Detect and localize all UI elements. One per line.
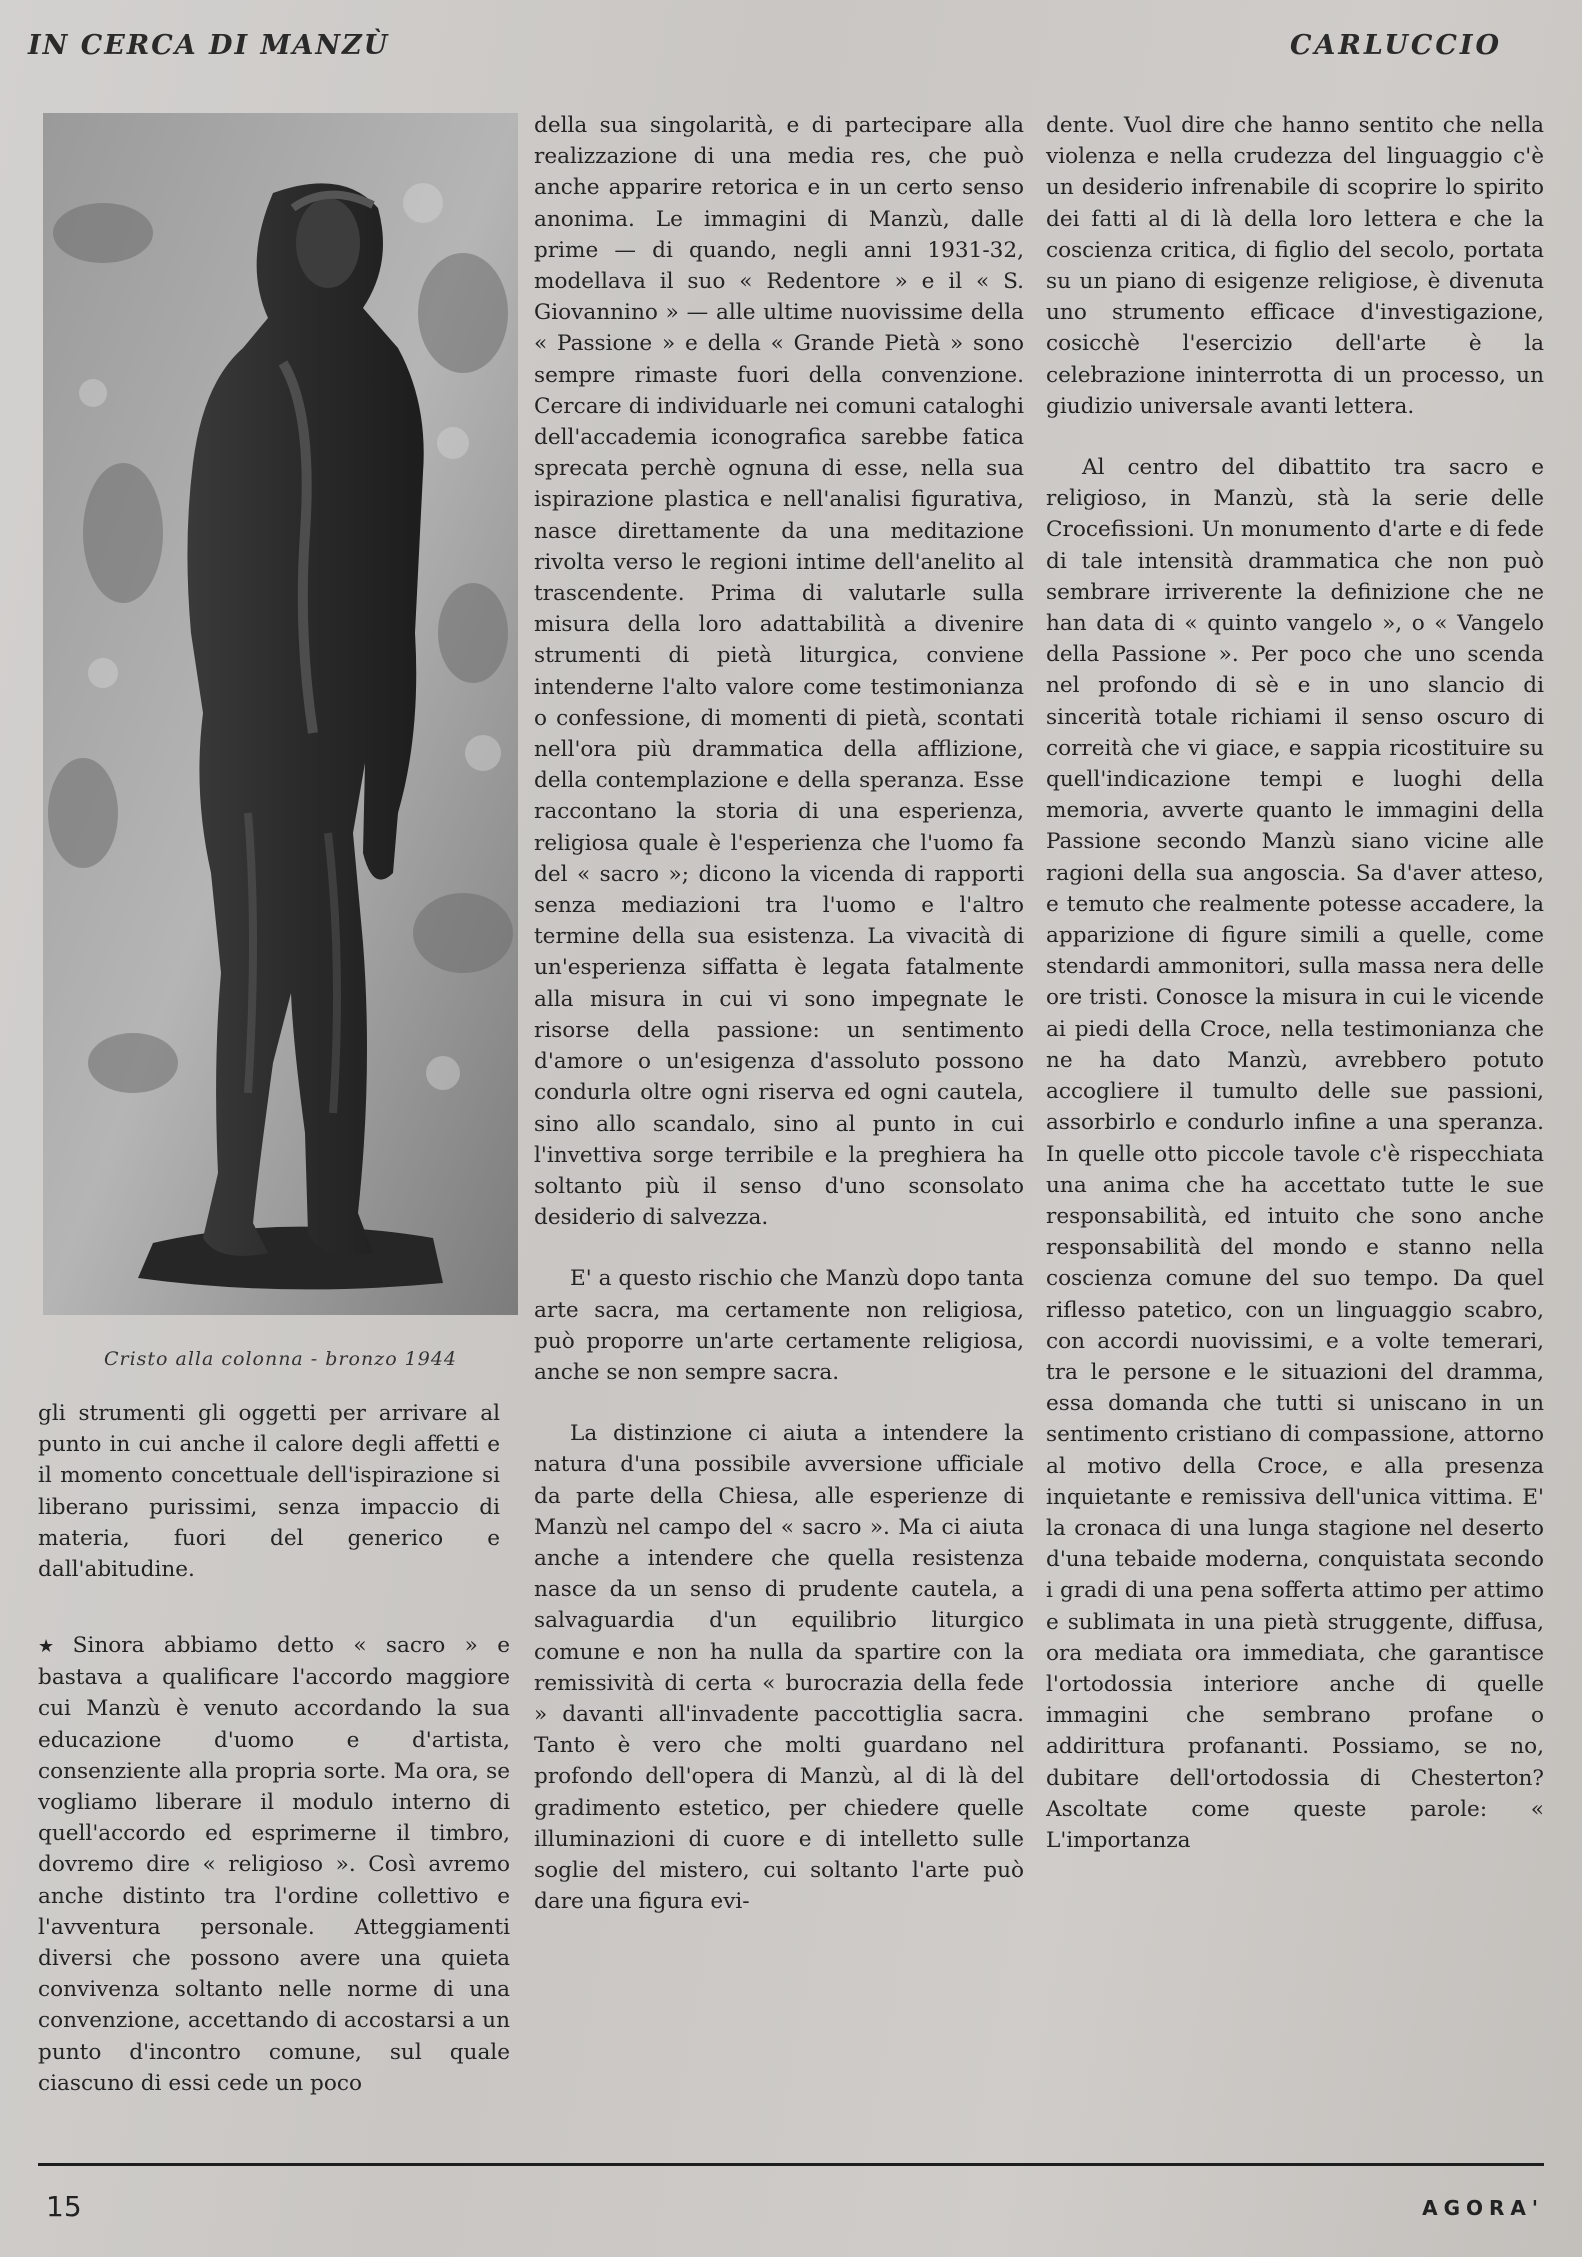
photo-caption: Cristo alla colonna - bronzo 1944 (103, 1348, 458, 1370)
paragraph: Al centro del dibattito tra sacro e religioso, in Manzù, stà la serie delle Crocefissioni. Un monumento d'arte e di fede di tale intensità drammatica che non può sembrare irriverente la definizione che ne han data di « quinto vangelo », o « Vangelo della Passione ». Per poco che uno scenda nel profondo di sè e in uno slancio di sincerità totale richiami il senso oscuro di correità che vi giace, e sappia ricostituire su quell'indicazione tempi e luoghi della memoria, avverte quanto le immagini della Passione secondo Manzù siano vicine alle ragioni della sua angoscia. Sa d'aver atteso, e temuto che realmente potesse accadere, la apparizione di figure simili a quelle, come stendardi ammonitori, sulla massa nera delle ore tristi. Conosce la misura in cui le vicende ai piedi della Croce, nella testimonianza che ne ha dato Manzù, avrebbero potuto accogliere il tumulto delle sue passioni, assorbirlo e condurlo infine a una speranza. In quelle otto piccole tavole c'è rispecchiata una anima che ha accettato tutte le sue responsabilità, ed intuito che sono anche responsabilità del mondo e stanno nella coscienza comune del suo tempo. Da quel riflesso patetico, con un linguaggio scabro, con accordi nuovissimi, e a volte temerari, tra le persone e le situazioni del dramma, essa domanda che tutti si uniscano in un sentimento cristiano di compassione, attorno al motivo della Croce, e alla presenza inquietante e remissiva dell'unica vittima. E' la cronaca di una lunga stagione nel deserto d'una tebaide moderna, conquistata secondo i gradi di una pena sofferta attimo per attimo e sublimata in una pietà struggente, diffusa, ora mediata ora immediata, che garantisce l'ortodossia interiore anche di quelle immagini che sembrano profane o addirittura profananti. Possiamo, se no, dubitare dell'ortodossia di Chesterton? Ascoltate come queste parole: « L'importanza (1046, 455, 1544, 1853)
column-2 (534, 110, 1024, 1917)
section-star-icon: ★ (38, 1636, 67, 1657)
column-1-section (38, 1630, 510, 2099)
sculpture-illustration (43, 113, 518, 1315)
paragraph: E' a questo rischio che Manzù dopo tanta arte sacra, ma certamente non religiosa, può proporre un'arte certamente religiosa, anche se non sempre sacra. (534, 1266, 1024, 1385)
paragraph (38, 1630, 510, 2099)
footer-rule (38, 2163, 1544, 2166)
column-1-continuation (38, 1398, 500, 1585)
magazine-name: AGORA' (1422, 2196, 1544, 2220)
paragraph: gli strumenti gli oggetti per arrivare al punto in cui anche il calore degli affetti e il momento concettuale dell'ispirazione si liberano purissimi, senza impaccio di materia, fuori del generico e dall'abitudine. (38, 1401, 500, 1583)
running-header-author: CARLUCCIO (1289, 30, 1502, 61)
paragraph: La distinzione ci aiuta a intendere la natura d'una possibile avversione ufficiale da parte della Chiesa, alle esperienze di Manzù nel campo del « sacro ». Ma ci aiuta anche a intendere che quella resistenza nasce da un senso di prudente cautela, a salvaguardia d'un equilibrio liturgico comune e non ha nulla da spartire con la remissività di certa « burocrazia della fede » davanti all'invadente paccottiglia sacra. Tanto è vero che molti guardano nel profondo dell'opera di Manzù, al di là del gradimento estetico, per chiedere quelle illuminazioni di cuore e di intelletto sulle soglie del mistero, cui soltanto l'arte può dare una figura evi- (534, 1421, 1024, 1915)
running-header-title: IN CERCA DI MANZÙ (28, 30, 390, 61)
column-3 (1046, 110, 1544, 1856)
page-number: 15 (46, 2190, 82, 2223)
paragraph: dente. Vuol dire che hanno sentito che nella violenza e nella crudezza del linguaggio c'è un desiderio infrenabile di scoprire lo spirito dei fatti al di là della loro lettera e che la coscienza critica, di figlio del secolo, portata su un piano di esigenze religiose, è divenuta uno strumento efficace d'investigazione, cosicchè l'esercizio dell'arte è la celebrazione ininterrotta di un processo, un giudizio universale avanti lettera. (1046, 113, 1544, 419)
sculpture-photo (43, 113, 518, 1315)
paragraph-text: Sinora abbiamo detto « sacro » e bastava a qualificare l'accordo maggiore cui Manzù è venuto accordando la sua educazione d'uomo e d'artista, consenziente alla propria sorte. Ma ora, se vogliamo liberare il modulo interno di quell'accordo ed esprimerne il timbro, dovremo dire « religioso ». Così avremo anche distinto tra l'ordine collettivo e l'avventura personale. Atteggiamenti diversi che possono avere una quieta convivenza soltanto nelle norme di una convenzione, accettando di accostarsi a un punto d'incontro comune, sul quale ciascuno di essi cede un poco (38, 1633, 511, 2096)
paragraph: della sua singolarità, e di partecipare alla realizzazione di una media res, che può anche apparire retorica e in un certo senso anonima. Le immagini di Manzù, dalle prime — di quando, negli anni 1931-32, modellava il suo « Redentore » e il « S. Giovannino » — alle ultime nuovissime della « Passione » e della « Grande Pietà » sono sempre rimaste fuori della convenzione. Cercare di individuarle nei comuni cataloghi dell'accademia iconografica sarebbe fatica sprecata perchè ognuna di esse, nella sua ispirazione plastica e nell'analisi figurativa, nasce direttamente da una meditazione rivolta verso le regioni intime dell'anelito al trascendente. Prima di valutarle sulla misura della loro adattabilità a divenire strumenti di pietà liturgica, conviene intenderne l'alto valore come testimonianza o confessione, di momenti di pietà, scontati nell'ora più drammatica della afflizione, della contemplazione e della speranza. Esse raccontano la storia di una esperienza, religiosa quale è l'esperienza che l'uomo fa del « sacro »; dicono la vicenda di rapporti senza mediazioni tra l'uomo e l'altro termine della sua esistenza. La vivacità di un'esperienza siffatta è legata fatalmente alla misura in cui vi sono impegnate le risorse della passione: un sentimento d'amore o un'esigenza d'assoluto possono condurla oltre ogni riserva ed ogni cautela, sino allo scandalo, sino al punto in cui l'invettiva sorge terribile e la preghiera ha soltanto più il senso d'uno sconsolato desiderio di salvezza. (534, 113, 1024, 1231)
